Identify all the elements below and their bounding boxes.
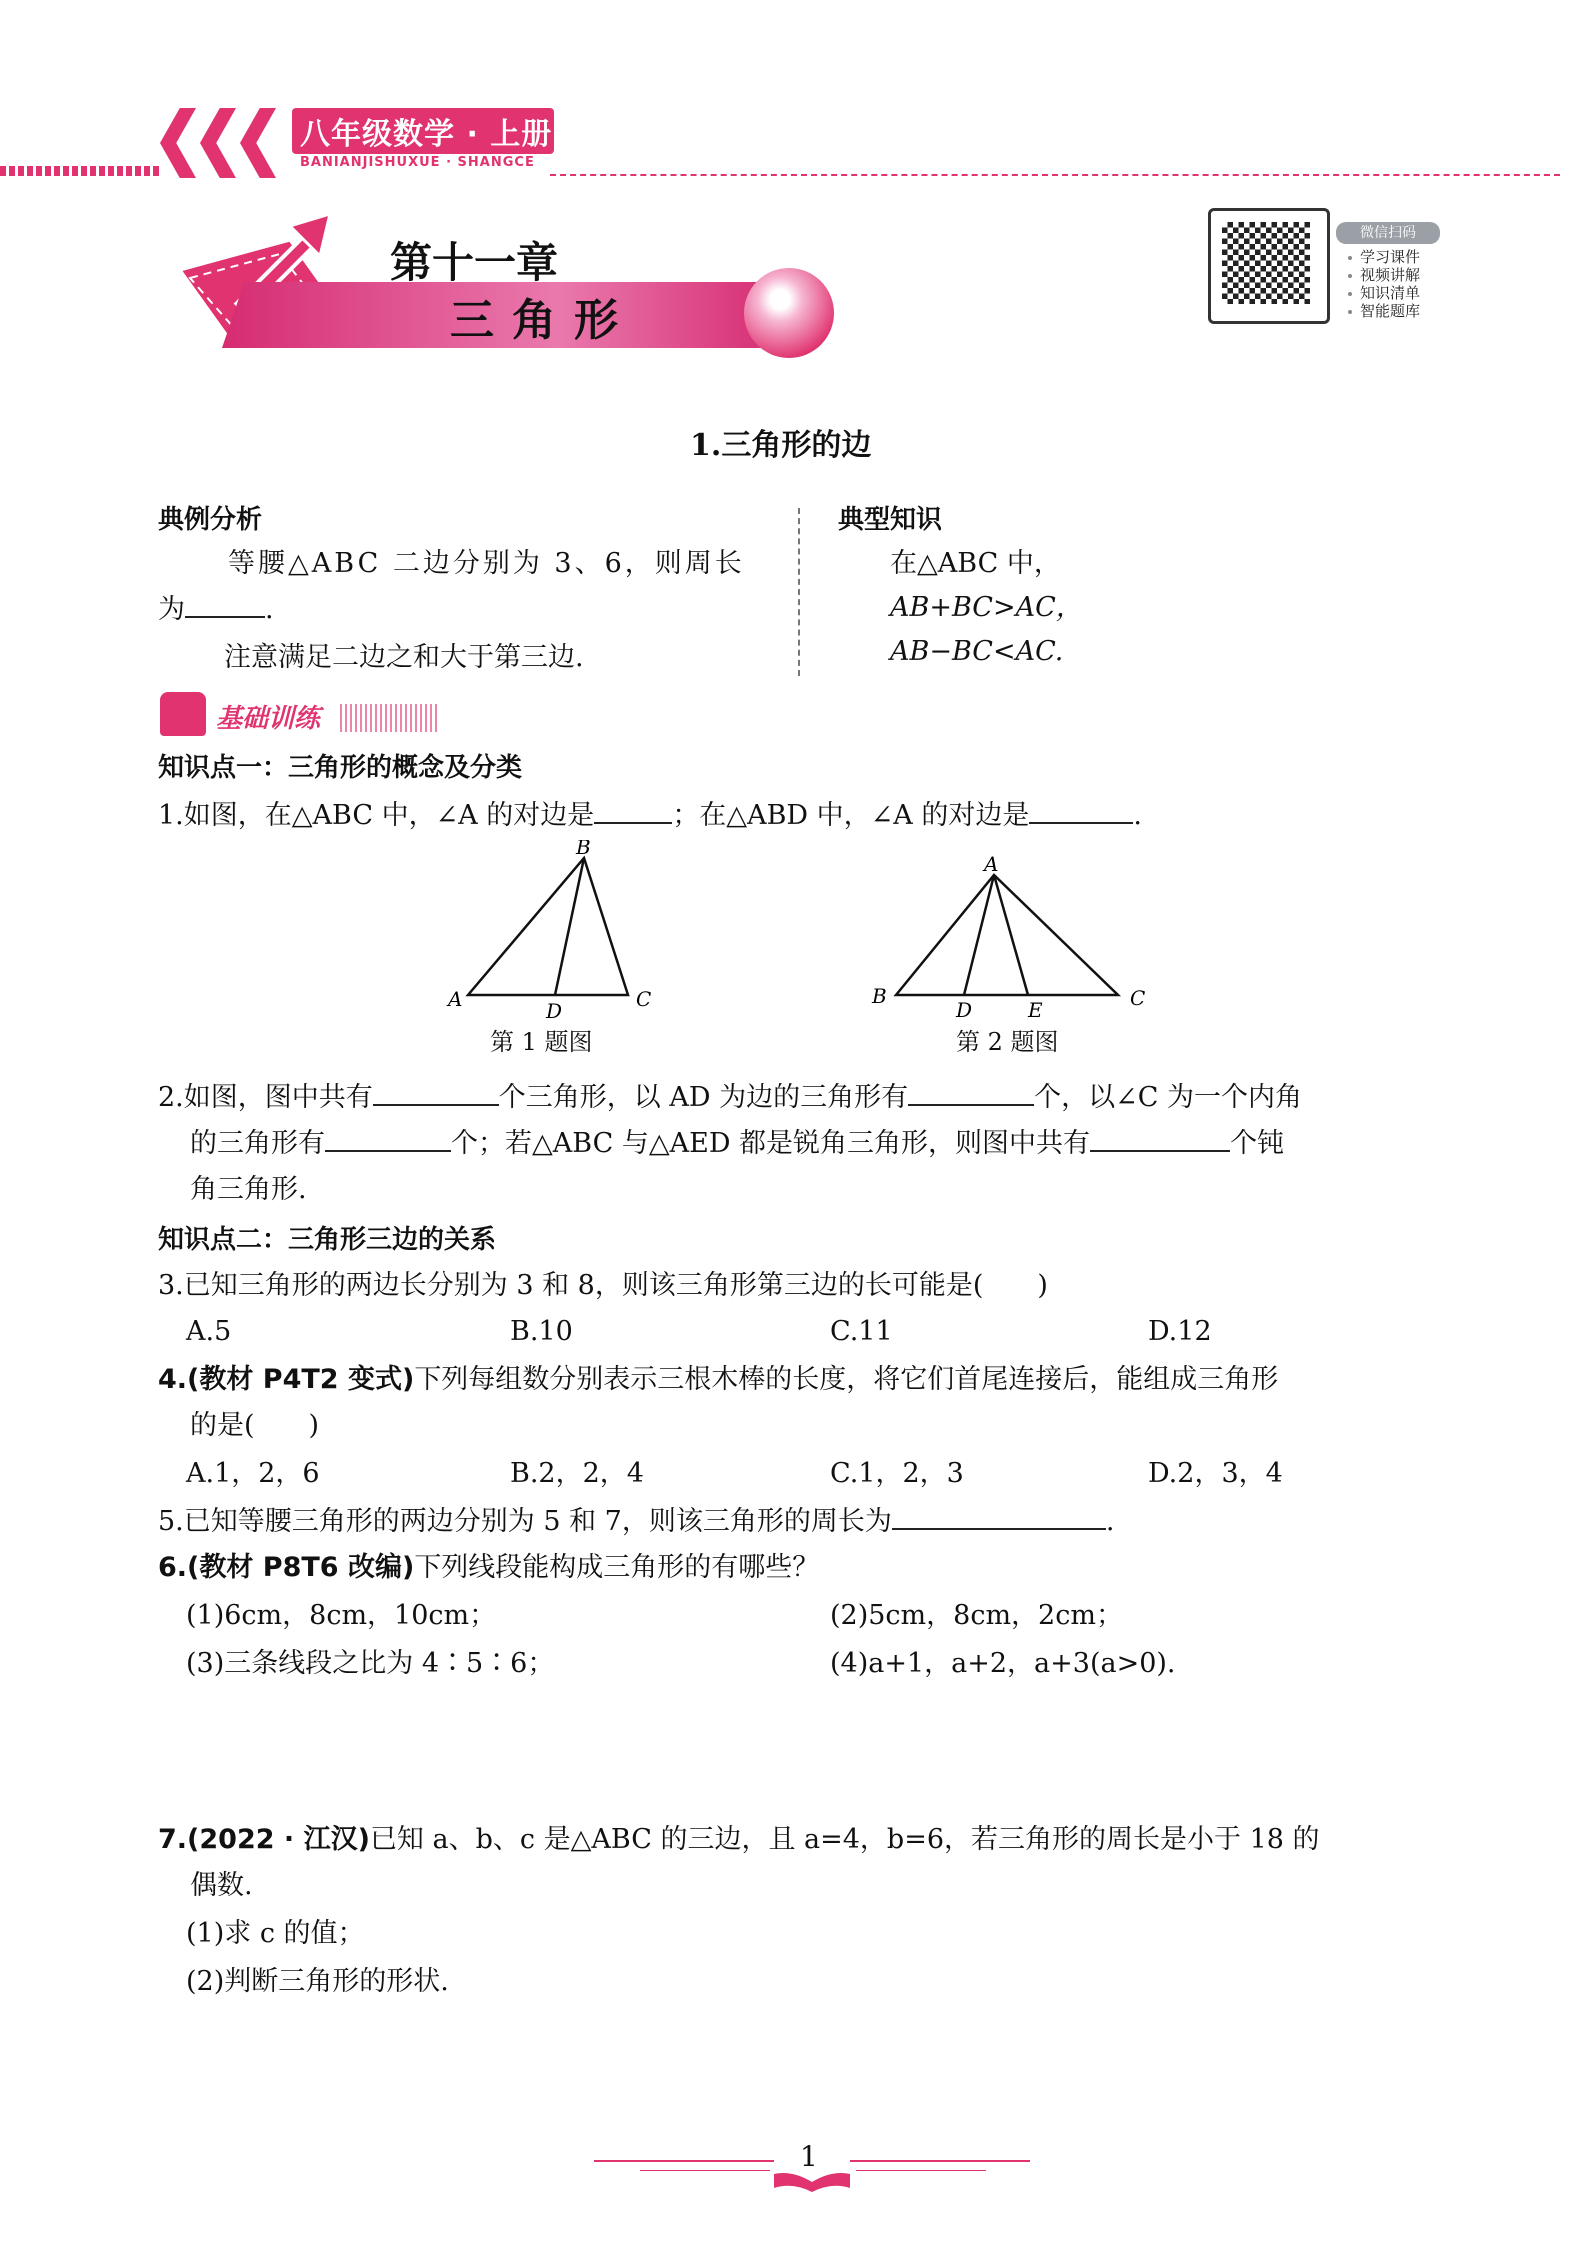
- footer-rule-right: [850, 2160, 1030, 2162]
- q5: 5.已知等腰三角形的两边分别为 5 和 7，则该三角形的周长为 .: [158, 1500, 1114, 1544]
- q3-option-b: B.10: [510, 1316, 573, 1347]
- column-divider: [798, 508, 800, 676]
- chapter-number: 第十一章: [390, 238, 559, 287]
- header-subtitle: BANIANJISHUXUE · SHANGCE: [300, 155, 535, 170]
- training-icon: [160, 692, 206, 736]
- fig1-label-c: C: [636, 987, 652, 1011]
- chevron-icon: [160, 108, 196, 178]
- fig1-label-d: D: [546, 999, 563, 1020]
- q2-line1: 2.如图，图中共有 个三角形，以 AD 为边的三角形有 个，以∠C 为一个内角: [158, 1076, 1302, 1120]
- q3-option-a: A.5: [186, 1316, 232, 1347]
- qr-item: 视频讲解: [1360, 266, 1421, 284]
- figure-2: [860, 855, 1160, 1020]
- q4-option-d: D.2，3，4: [1148, 1458, 1283, 1489]
- q4-option-c: C.1，2，3: [830, 1458, 964, 1489]
- chevron-icon: [200, 108, 236, 178]
- qr-item: 知识清单: [1360, 284, 1421, 302]
- kp2-heading: 知识点二：三角形三边的关系: [158, 1225, 497, 1255]
- example-heading: 典例分析: [158, 505, 263, 535]
- header-dots: [0, 166, 160, 176]
- q6-item-2: (2)5cm，8cm，2cm；: [830, 1600, 1123, 1631]
- knowledge-line1: 在△ABC 中，: [890, 548, 1061, 579]
- fig2-label-c: C: [1130, 986, 1146, 1010]
- qr-code-icon[interactable]: [1222, 222, 1310, 304]
- q6-stem: 6.(教材 P8T6 改编)下列线段能构成三角形的有哪些？: [158, 1552, 820, 1583]
- q4-stem: 4.(教材 P4T2 变式)下列每组数分别表示三根木棒的长度，将它们首尾连接后，能组成三角形: [158, 1364, 1279, 1395]
- fig2-label-d: D: [956, 998, 973, 1020]
- training-badge: 基础训练: [216, 704, 321, 734]
- q3-stem: 3.已知三角形的两边长分别为 3 和 8，则该三角形第三边的长可能是( ): [158, 1270, 1048, 1301]
- q4-stem2: 的是( ): [190, 1410, 320, 1441]
- q7-stem: 7.(2022 · 江汉)已知 a、b、c 是△ABC 的三边，且 a=4，b=6，若三角形的周长是小于 18 的: [158, 1824, 1320, 1855]
- q4-option-a: A.1，2，6: [186, 1458, 320, 1489]
- q7-sub1: (1)求 c 的值；: [186, 1918, 365, 1949]
- fig2-label-b: B: [872, 984, 887, 1008]
- header-rule: [550, 174, 1560, 176]
- header-title: 八年级数学 · 上册: [300, 117, 553, 152]
- knowledge-line3: AB−BC<AC.: [890, 636, 1064, 667]
- q7-sub2: (2)判断三角形的形状.: [186, 1966, 449, 1997]
- fig2-caption: 第 2 题图: [956, 1028, 1059, 1056]
- training-stripes: [340, 704, 440, 732]
- bullet-icon: [1348, 256, 1352, 260]
- example-line2: 为 .: [158, 588, 274, 632]
- kp1-heading: 知识点一：三角形的概念及分类: [158, 753, 523, 783]
- example-line1: 等腰△ABC 二边分别为 3、6，则周长: [228, 548, 745, 579]
- example-note: 注意满足二边之和大于第三边.: [224, 642, 584, 673]
- fig1-label-b: B: [576, 840, 591, 859]
- knowledge-line2: AB+BC>AC，: [890, 592, 1083, 623]
- q3-option-c: C.11: [830, 1316, 893, 1347]
- footer-rule-left: [594, 2160, 774, 2162]
- footer-rule-right-2: [856, 2170, 986, 2171]
- page-number: 1: [800, 2140, 818, 2173]
- footer-rule-left-2: [640, 2170, 770, 2171]
- bullet-icon: [1348, 310, 1352, 314]
- chapter-ball: [744, 268, 834, 358]
- qr-item: 学习课件: [1360, 248, 1421, 266]
- q1: 1.如图，在△ABC 中，∠A 的对边是 ；在△ABD 中，∠A 的对边是 .: [158, 794, 1142, 838]
- knowledge-heading: 典型知识: [838, 505, 943, 535]
- bullet-icon: [1348, 292, 1352, 296]
- figure-1: [440, 840, 680, 1020]
- q4-option-b: B.2，2，4: [510, 1458, 644, 1489]
- qr-badge: 微信扫码: [1336, 222, 1440, 244]
- q6-item-3: (3)三条线段之比为 4∶5∶6；: [186, 1648, 555, 1679]
- bullet-icon: [1348, 274, 1352, 278]
- fig1-label-a: A: [448, 987, 463, 1011]
- q6-item-4: (4)a+1，a+2，a+3(a>0).: [830, 1648, 1176, 1679]
- section-title: 1.三角形的边: [690, 428, 872, 463]
- fig1-caption: 第 1 题图: [490, 1028, 593, 1056]
- q2-line2: 的三角形有 个；若△ABC 与△AED 都是锐角三角形，则图中共有 个钝: [190, 1122, 1284, 1166]
- qr-item: 智能题库: [1360, 302, 1421, 320]
- chapter-name: 三角形: [450, 295, 636, 346]
- q3-option-d: D.12: [1148, 1316, 1212, 1347]
- fig2-label-a: A: [984, 855, 999, 876]
- chevron-icon: [240, 108, 276, 178]
- q7-stem2: 偶数.: [190, 1870, 253, 1901]
- q6-item-1: (1)6cm，8cm，10cm；: [186, 1600, 497, 1631]
- fig2-label-e: E: [1028, 998, 1043, 1020]
- q2-line3: 角三角形.: [190, 1174, 307, 1205]
